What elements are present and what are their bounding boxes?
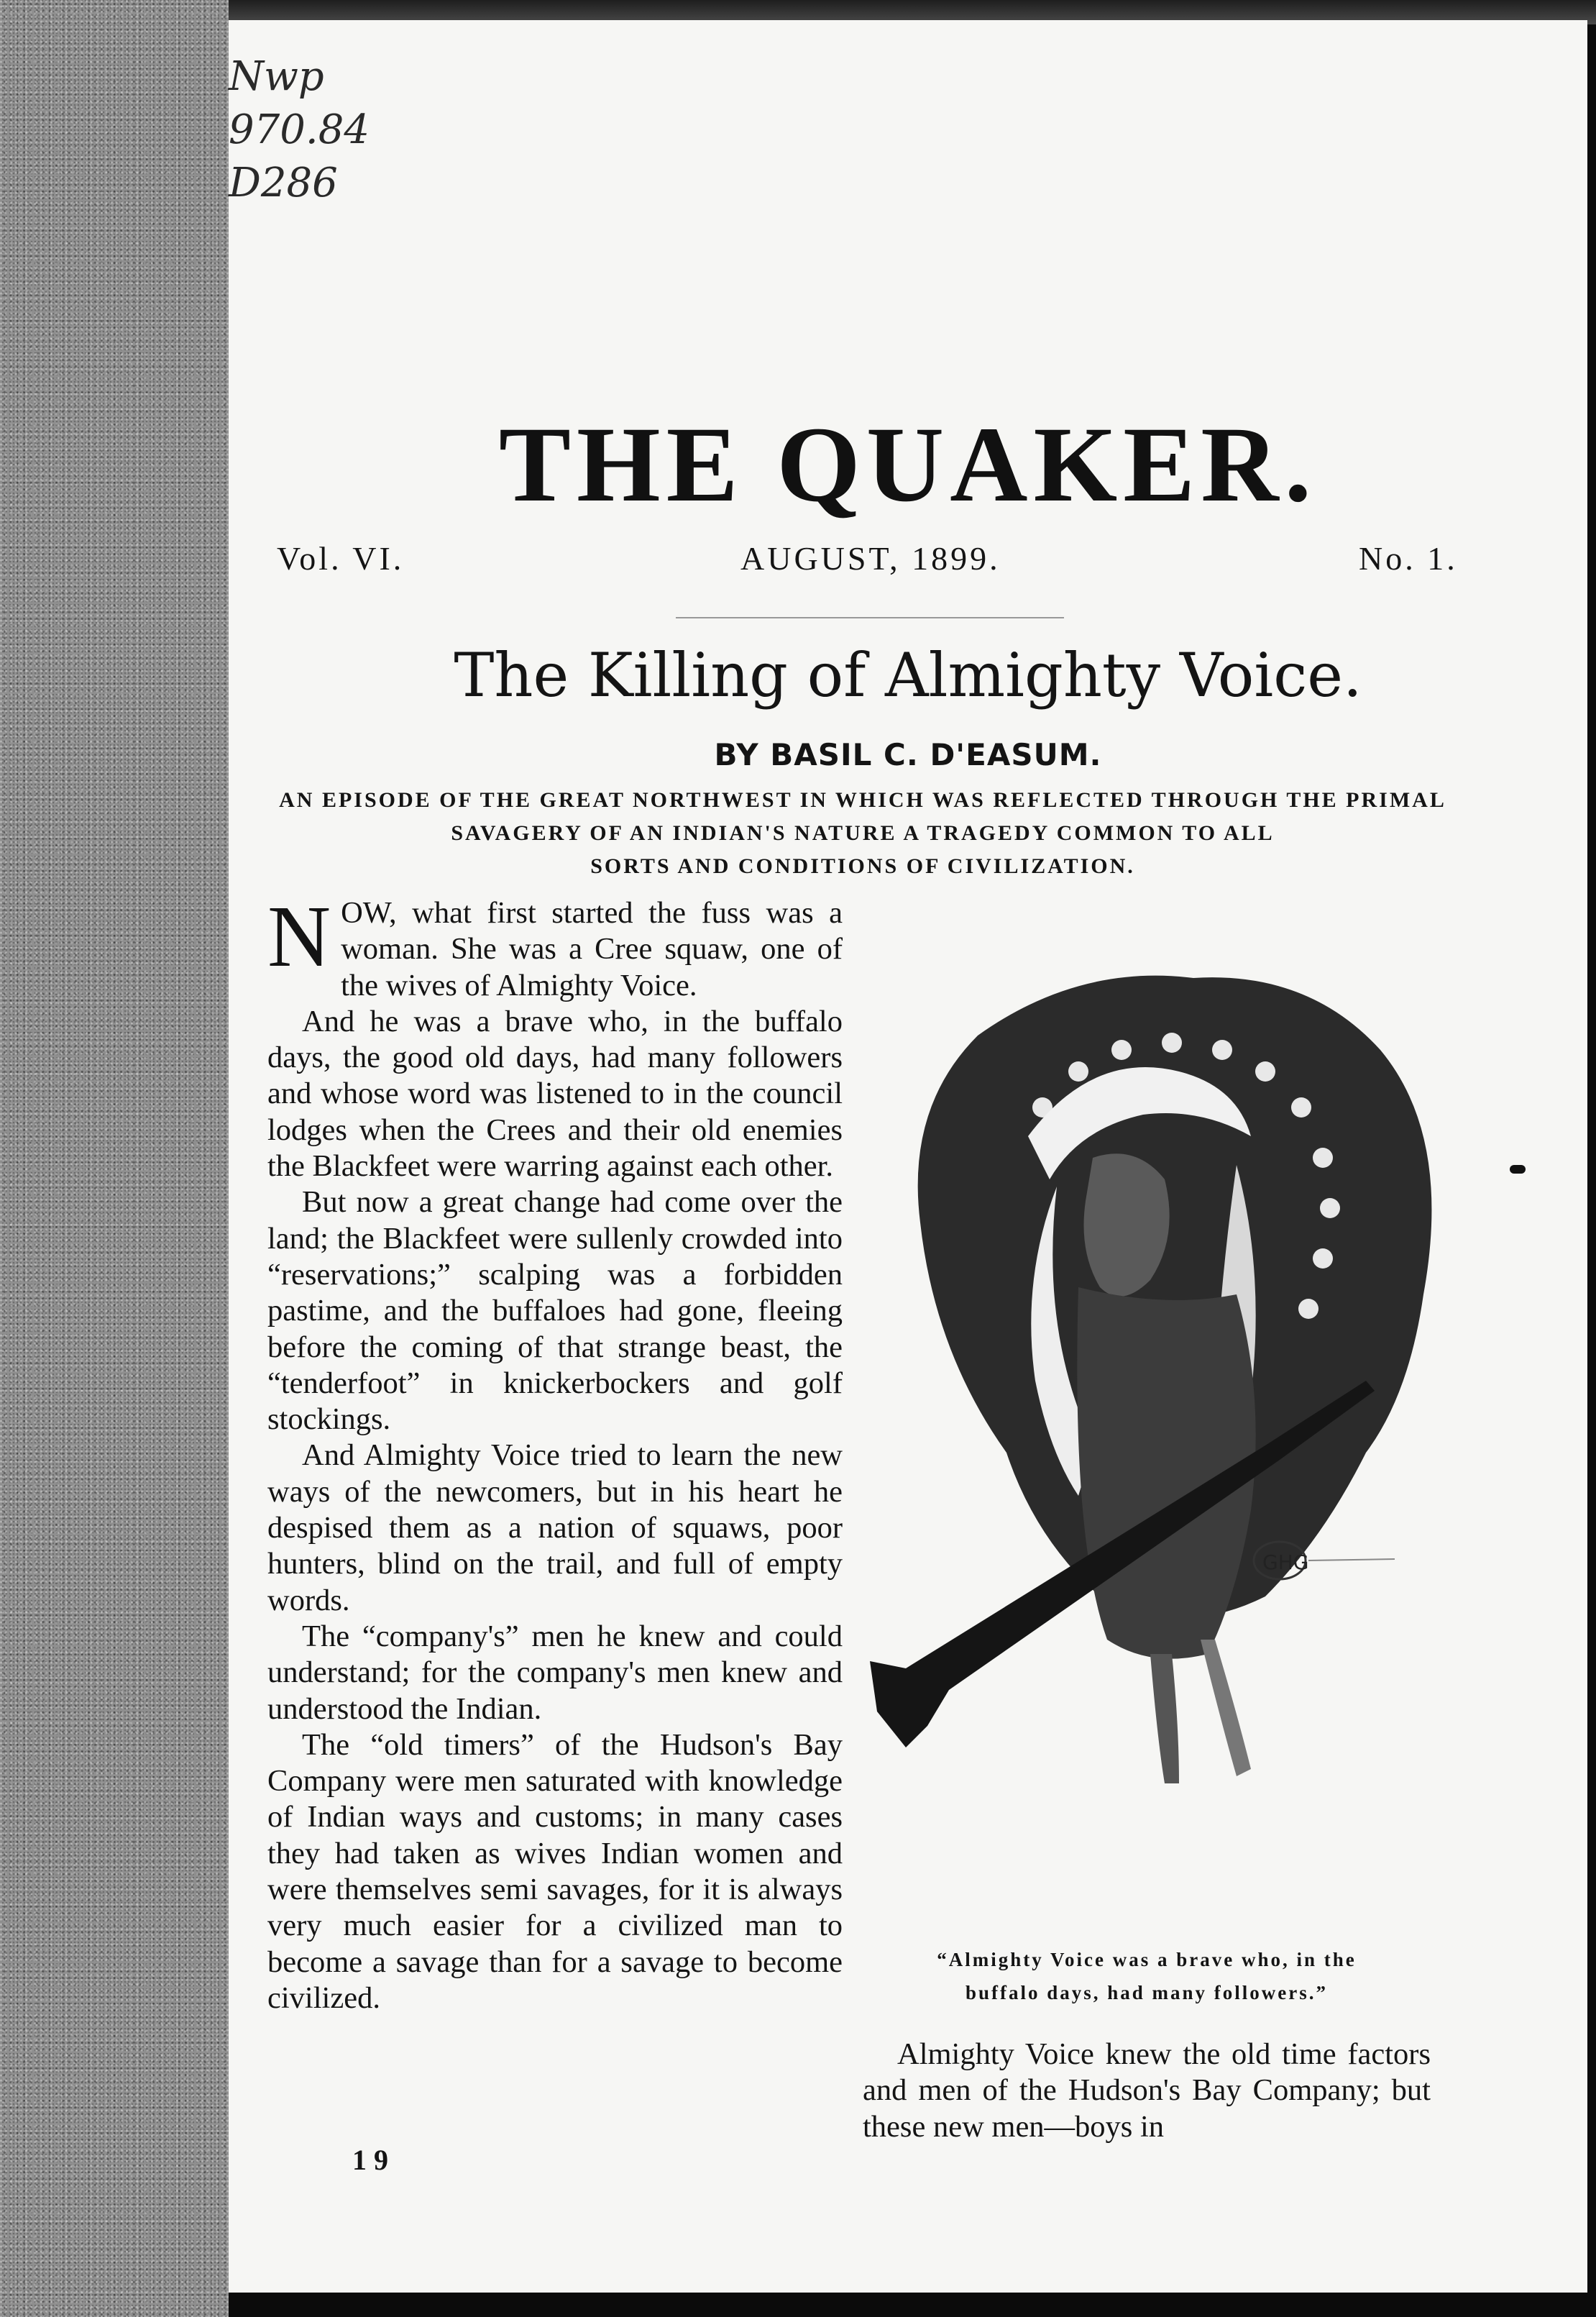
masthead: THE QUAKER. [498,405,1318,524]
drop-cap: N [267,888,331,985]
paragraph: And Almighty Voice tried to learn the new ways of the newcomers, but in his heart he despised them as a nation of squaws, poor hunters, blind on the trail, and full of empty words. [267,1438,843,1617]
paragraph: But now a great change had come over the land; the Blackfeet were sullenly crowded into “reservations;” scalping was a forbidden pastime, and the buffaloes had gone, fleeing before the coming of that strange beast, the “tenderfoot” in knickerbockers and golf stockings. [267,1185,843,1437]
call-number-line: 970.84 [229,106,370,153]
issue-number: No. 1. [1359,540,1458,577]
paragraph: And he was a brave who, in the buffalo days, the good old days, had many followers and whose word was listened to in the council lodges when the Crees and their old enemies the Blackfeet were warring against each other. [267,1004,843,1184]
ink-speck [1510,1165,1526,1174]
article-title: The Killing of Almighty Voice. [454,640,1362,710]
article-byline: BY BASIL C. D'EASUM. [714,737,1102,772]
caption-line: “Almighty Voice was a brave who, in the [937,1949,1357,1970]
paragraph-text: OW, what first started the fuss was a woman. She was a Cree squaw, one of the wives of Almighty Voice. [341,896,843,1002]
article-body-right-column [863,2037,1431,2145]
header-rule [676,617,1064,618]
deck-line: SORTS AND CONDITIONS OF CIVILIZATION. [590,854,1135,878]
paragraph: The “company's” men he knew and could understand; for the company's men knew and understood the Indian. [267,1619,843,1726]
paragraph: The “old timers” of the Hudson's Bay Company were men saturated with knowledge of Indian ways and customs; in many cases they had taken as wives Indian women and were themselves semi savages, for it is always very much easier for a civilized man to become a savage than for a savage to become civilized. [267,1727,843,2015]
paragraph: Almighty Voice knew the old time factors and men of the Hudson's Bay Company; but these new men—boys in [863,2037,1431,2144]
deck-line: SAVAGERY OF AN INDIAN'S NATURE A TRAGEDY COMMON TO ALL [451,821,1275,845]
paragraph [267,888,843,1004]
illustration-signature: GHG [1262,1550,1309,1574]
call-number-line: Nwp [229,53,324,100]
call-number [229,50,370,210]
article-body-left-column [267,888,843,2016]
book-binding-edge [0,0,229,2317]
article-deck [273,784,1452,883]
illustration-indian-chief-with-rifle [863,949,1452,1927]
illustration-caption [863,1943,1431,2009]
issue-date: AUGUST, 1899. [740,540,1001,577]
caption-line: buffalo days, had many followers.” [965,1982,1329,2003]
deck-line: AN EPISODE OF THE GREAT NORTHWEST IN WHICH WAS REFLECTED THROUGH THE PRIMAL [279,788,1446,812]
volume-label: Vol. VI. [277,540,405,577]
call-number-line: D286 [229,160,338,206]
page-number: 19 [352,2144,395,2176]
